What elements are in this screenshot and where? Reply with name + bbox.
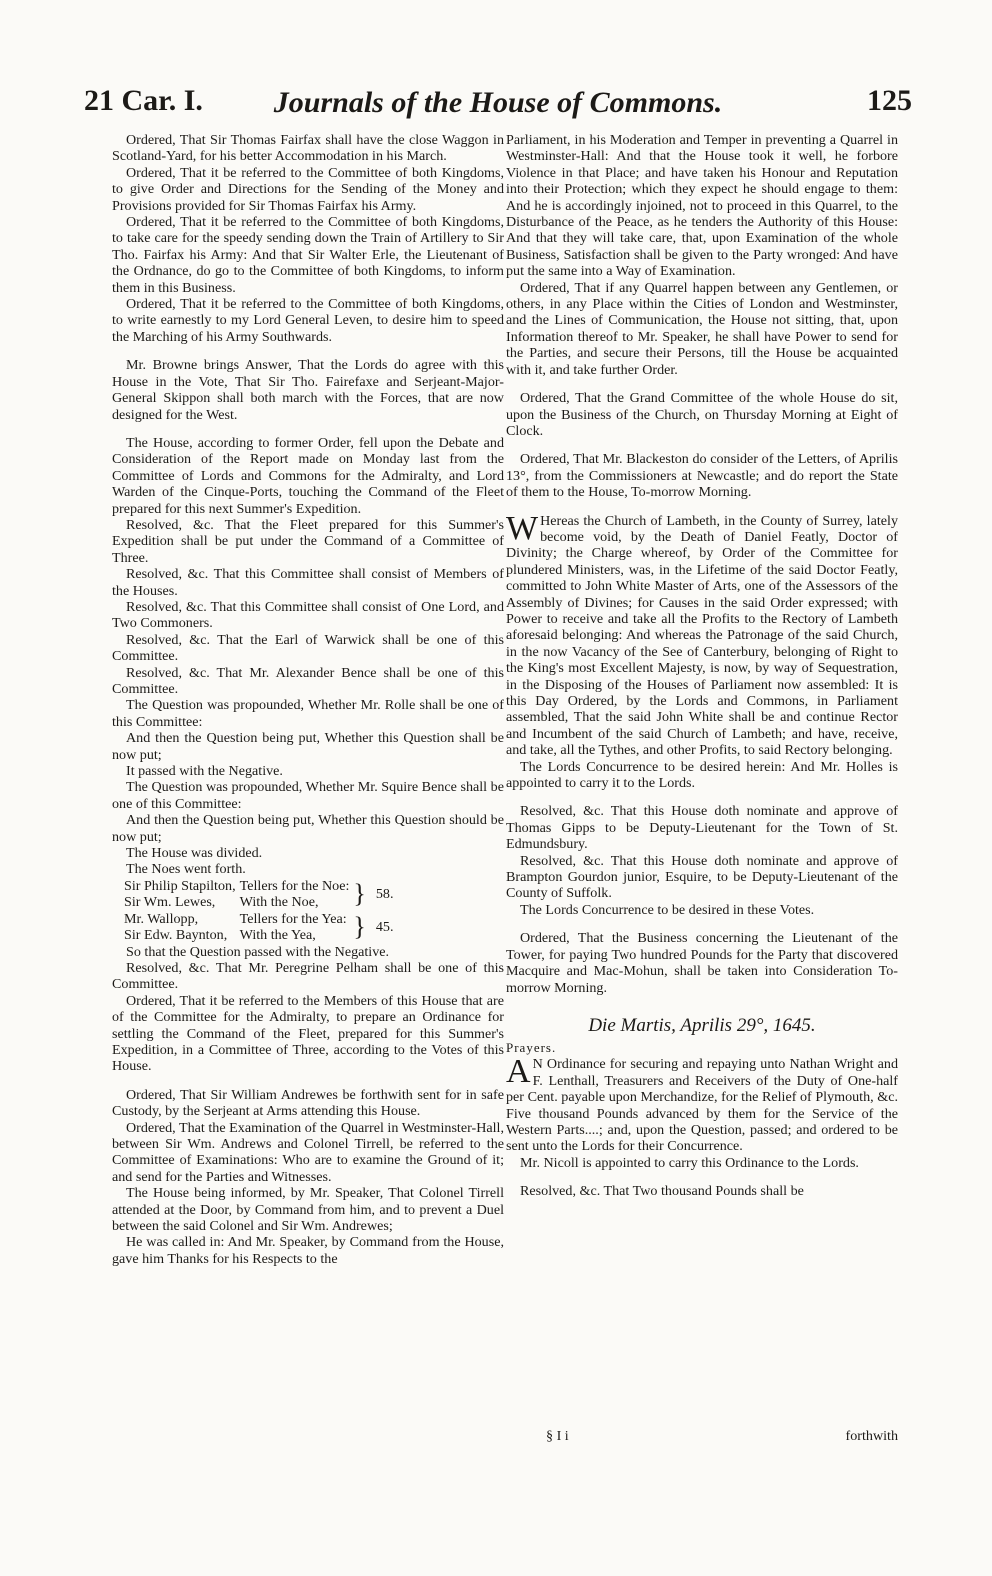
journal-entry: The Question was propounded, Whether Mr. Squire Bence shall be one of this Committee:	[112, 779, 504, 812]
brace-mark: }	[353, 879, 366, 909]
journal-entry: Ordered, That it be referred to the Committee of both Kingdoms, to write earnestly to my Lord General Leven, to desire him to speed the Marching of his Army Southwards.	[112, 296, 504, 345]
right-entries	[506, 132, 898, 501]
journal-entry: Resolved, &c. That Mr. Peregrine Pelham shall be one of this Committee.	[112, 959, 504, 993]
page-number: 125	[867, 84, 912, 117]
vote-count: 45.	[375, 918, 394, 935]
journal-entry: The Question was propounded, Whether Mr. Rolle shall be one of this Committee:	[112, 697, 504, 730]
left-entries	[112, 132, 504, 878]
prayers-label: Prayers.	[506, 1039, 557, 1055]
vote-count: 58.	[375, 886, 394, 903]
ordinance-text: N Ordinance for securing and repaying unto Nathan Wright and F. Lenthall, Treasurers and Receivers of the Duty of One-half per Cent. payable upon Merchandize, for the Relief of Plymouth, &c. Five thousand Pounds advanced by them for the Service of the Western Parts....; and, upon the Question, passed; and ordered to be sent unto the Lords for their Concurrence.	[506, 1056, 898, 1155]
journal-entry: Ordered, That Sir Thomas Fairfax shall have the close Waggon in Scotland-Yard, for his better Accommodation in his March.	[112, 132, 504, 165]
teller-name: Sir Edw. Baynton,	[124, 927, 228, 944]
teller-name: Sir Wm. Lewes,	[124, 894, 216, 911]
teller-role: With the Noe,	[239, 894, 319, 911]
journal-entry: Ordered, That if any Quarrel happen between any Gentlemen, or others, in any Place within the Cities of London and Westminster, and the Lines of Communication, the House not sitting, that, upon Information thereof to Mr. Speaker, he shall have Power to send for the Parties, and secure their Persons, till the House be acquainted with it, and take further Order.	[506, 279, 898, 378]
lambeth-text: Hereas the Church of Lambeth, in the County of Surrey, lately become void, by the Death of Daniel Featly, Doctor of Divinity; the Charge whereof, by Order of the Committee for plundered Ministers, was, in the Lifetime of the said Doctor Featly, committed to John White Master of Arts, one of the Assessors of the Assembly of Divines; for Causes in the said Order expressed; with Power to receive and take all the Profits to the Rectory of Lambeth aforesaid belonging: And whereas the Patronage of the said Church, in the now Vacancy of the See of Canterbury, belonging of Right to the King's most Excellent Majesty, is now, by way of Sequestration, in the Disposing of the Houses of Parliament now assembled: It is this Day Ordered, by the Lords and Commons, in Parliament assembled, That the said John White shall be and continue Rector and Incumbent of the said Church of Lambeth; and have, receive, and take, all the Tythes, and other Profits, to said Rectory belonging.	[506, 512, 898, 759]
journal-entry: Ordered, That it be referred to the Committee of both Kingdoms, to take care for the speedy sending down the Train of Artillery to Sir Tho. Fairfax his Army: And that Sir Walter Erle, the Lieutenant of the Ordnance, do go to the Committee of both Kingdoms, to inform them in this Business.	[112, 214, 504, 296]
journal-entry: The Lords Concurrence to be desired herein: And Mr. Holles is appointed to carry it to the Lords.	[506, 758, 898, 792]
ordinance-entry	[506, 1053, 898, 1155]
journal-entry: And then the Question being put, Whether this Question shall be now put;	[112, 730, 504, 763]
teller-role: With the Yea,	[239, 927, 316, 944]
journal-entry: It passed with the Negative.	[126, 763, 283, 780]
journal-entry: The House being informed, by Mr. Speaker, That Colonel Tirrell attended at the Door, by Command from him, and to prevent a Duel between the said Colonel and Sir Wm. Andrewes;	[112, 1185, 504, 1234]
journal-entry: Resolved, &c. That this House doth nominate and approve of Thomas Gipps to be Deputy-Lieutenant for the Town of St. Edmundsbury.	[506, 803, 898, 853]
teller-row	[124, 911, 397, 927]
teller-name: Mr. Wallopp,	[124, 910, 199, 927]
journal-entry: He was called in: And Mr. Speaker, by Command from the House, gave him Thanks for his Respects to the	[112, 1234, 504, 1267]
journal-entry: And then the Question being put, Whether this Question should be now put;	[112, 812, 504, 845]
brace-mark: }	[353, 912, 366, 942]
journal-entry: Mr. Nicoll is appointed to carry this Ordinance to the Lords.	[520, 1154, 859, 1171]
journal-entry: The Lords Concurrence to be desired in these Votes.	[520, 901, 815, 918]
catchword: forthwith	[845, 1428, 898, 1444]
journal-entry: Parliament, in his Moderation and Temper in preventing a Quarrel in Westminster-Hall: And that the House took it well, he forbore Violence in that Place; and have taken his Honour and Reputation into their Protection; which they expect he should engage to them: And he is accordingly injoined, not to proceed in this Quarrel, to the Disturbance of the Peace, as he tenders the Authority of this House: And that they will take care, that, upon Examination of the whole Business, Satisfaction shall be given to the Party wronged: And have put the same into a Way of Examination.	[506, 132, 898, 280]
journal-entry: Ordered, That the Grand Committee of the whole House do sit, upon the Business of the Church, on Thursday Morning at Eight of Clock.	[506, 390, 898, 439]
journal-entry: Ordered, That Mr. Blackeston do consider of the Letters, of Aprilis 13°, from the Commissioners at Newcastle; and do report the State of them to the House, To-morrow Morning.	[506, 451, 898, 501]
journal-entry: The House was divided.	[126, 845, 263, 862]
teller-name: Sir Philip Stapilton,	[124, 877, 236, 894]
drop-capital: A	[506, 1053, 531, 1091]
journal-entry: Ordered, That it be referred to the Committee of both Kingdoms, to give Order and Directions for the Sending of the Money and Provisions provided for Sir Thomas Fairfax his Army.	[112, 164, 504, 214]
drop-capital: W	[506, 509, 539, 547]
journal-title: Journals of the House of Commons.	[273, 86, 723, 119]
page-footer	[506, 1428, 898, 1448]
regnal-year: 21 Car. I.	[84, 84, 203, 117]
journal-entry: Mr. Browne brings Answer, That the Lords do agree with this House in the Vote, That Sir Tho. Fairefaxe and Serjeant-Major-General Skippon shall both march with the Forces, that are now designed for the West.	[112, 357, 504, 423]
journal-entry: Resolved, &c. That the Fleet prepared for this Summer's Expedition shall be put under the Command of a Committee of Three.	[112, 516, 504, 566]
journal-entry: Ordered, That the Examination of the Quarrel in Westminster-Hall, between Sir Wm. Andrews and Colonel Tirrell, be referred to the Committee of Examinations: Who are to examine the Ground of it; and send for the Parties and Witnesses.	[112, 1119, 504, 1185]
teller-role: Tellers for the Yea:	[239, 910, 347, 927]
journal-entry: So that the Question passed with the Negative.	[126, 943, 390, 960]
day-entries	[506, 1155, 898, 1200]
running-header	[84, 84, 912, 130]
journal-entry: Ordered, That Sir William Andrewes be forthwith sent for in safe Custody, by the Serjeant at Arms attending this House.	[112, 1086, 504, 1120]
right-entries-after	[506, 759, 898, 996]
journal-entry: Resolved, &c. That this Committee shall consist of Members of the Houses.	[112, 566, 504, 599]
journal-entry: The House, according to former Order, fell upon the Debate and Consideration of the Report made on Monday last from the Committee of Lords and Commons for the Admiralty, and Lord Warden of the Cinque-Ports, touching the Command of the Fleet prepared for this next Summer's Expedition.	[112, 434, 504, 517]
journal-entry: Ordered, That it be referred to the Members of this House that are of the Committee for the Admiralty, to prepare an Ordinance for settling the Command of the Fleet, prepared for this Summer's Expedition, in a Committee of Three, according to the Votes of this House.	[112, 992, 504, 1075]
journal-entry: Resolved, &c. That this Committee shall consist of One Lord, and Two Commoners.	[112, 598, 504, 632]
journal-entry: Ordered, That the Business concerning the Lieutenant of the Tower, for paying Two hundred Pounds for the Party that discovered Macquire and Mac-Mohun, shall be taken into Consideration To-morrow Morning.	[506, 930, 898, 996]
right-column	[506, 132, 898, 1200]
teller-row	[124, 878, 397, 894]
journal-entry: Resolved, &c. That this House doth nominate and approve of Brampton Gourdon junior, Esquire, to be Deputy-Lieutenant of the County of Suffolk.	[506, 852, 898, 902]
lambeth-order	[506, 509, 898, 759]
journal-entry: The Noes went forth.	[126, 861, 246, 878]
left-entries-after	[112, 944, 504, 1268]
teller-role: Tellers for the Noe:	[239, 877, 350, 894]
tellers-table	[124, 878, 397, 944]
journal-entry: Resolved, &c. That Two thousand Pounds shall be	[520, 1183, 804, 1200]
journal-entry: Resolved, &c. That the Earl of Warwick shall be one of this Committee.	[112, 631, 504, 665]
journal-entry: Resolved, &c. That Mr. Alexander Bence shall be one of this Committee.	[112, 664, 504, 697]
day-heading: Die Martis, Aprilis 29°, 1645.	[588, 1014, 816, 1036]
left-column	[112, 132, 504, 1267]
signature-mark: § I i	[546, 1428, 569, 1444]
